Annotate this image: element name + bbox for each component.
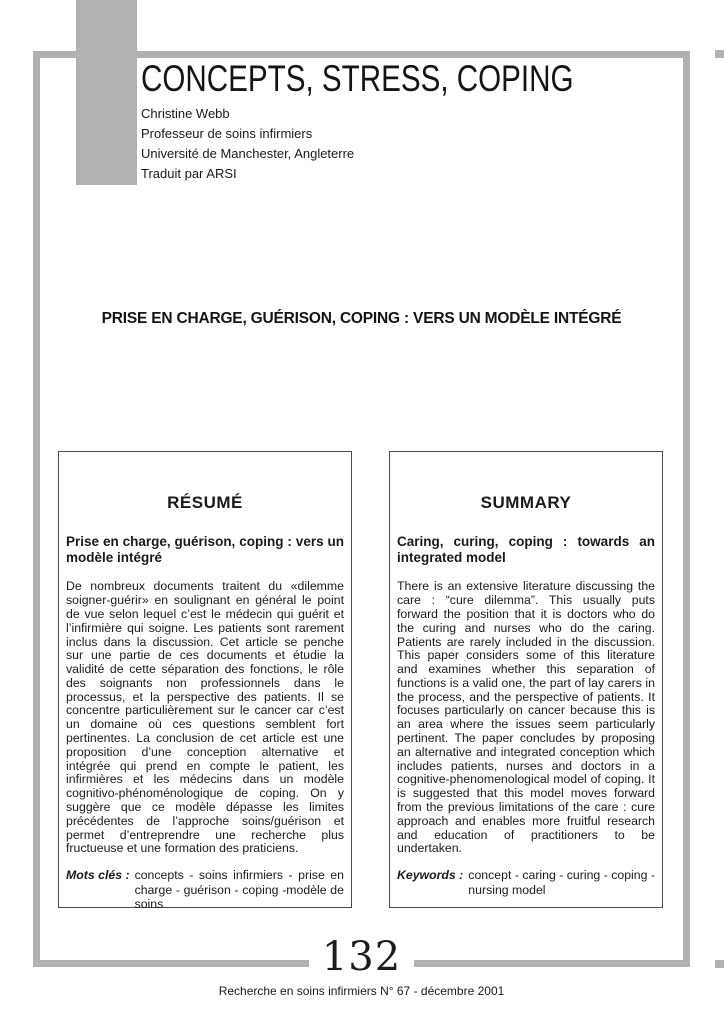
summary-subtitle: Caring, curing, coping : towards an integrated model bbox=[397, 534, 655, 565]
resume-keywords-label: Mots clés : bbox=[66, 868, 130, 883]
page-number-row bbox=[33, 936, 690, 978]
resume-heading: RÉSUMÉ bbox=[167, 493, 243, 512]
title-accent-block bbox=[76, 0, 137, 185]
summary-keywords bbox=[397, 868, 655, 897]
summary-keywords-label: Keywords : bbox=[397, 868, 464, 883]
resume-box bbox=[58, 451, 352, 912]
article-title: CONCEPTS, STRESS, COPING bbox=[141, 58, 574, 99]
author-block bbox=[141, 104, 611, 184]
journal-footer: Recherche en soins infirmiers N° 67 - décembre 2001 bbox=[218, 984, 505, 998]
summary-heading: SUMMARY bbox=[480, 493, 572, 512]
frame-line-left bbox=[33, 51, 40, 967]
author-name: Christine Webb bbox=[141, 106, 230, 121]
summary-keywords-list: concept - caring - curing - coping - nursing model bbox=[468, 868, 655, 897]
resume-body: De nombreux documents traitent du «dilemme soigner-guérir» en soulignant en général le point de vue selon lequel c’est le médecin qui guérit et l’infirmière qui soigne. Les patients sont rarement inclus dans la discussion. Cet article se penche sur une partie de ces documents et étudie la validité de cette séparation des fonctions, le rôle des soignants non professionnels dans le processus, et la perspective des patients. Il se concentre particulièrement sur le cancer car c’est un domaine où ces questions semblent fort pertinentes. La conclusion de cet article est une proposition d’une conception alternative et intégrée qui prend en compte le patient, les infirmières et les médecins dans un modèle cognitivo-phénoménologique de coping. On y suggère que ce modèle dépasse les limites précédentes de l’approche soins/guérison et permet d’entreprendre une recherche plus fructueuse et une formation des praticiens. bbox=[66, 579, 344, 856]
summary-box bbox=[389, 451, 663, 908]
resume-keywords bbox=[66, 868, 344, 912]
author-affiliation: Université de Manchester, Angleterre bbox=[141, 146, 355, 161]
translation-credit: Traduit par ARSI bbox=[141, 166, 237, 181]
print-mark-top-right bbox=[715, 50, 724, 58]
article-header bbox=[141, 58, 611, 184]
summary-body: There is an extensive literature discussing the care : “cure dilemma”. This usually puts forward the position that it is doctors who do the curing and nurses who do the caring. Patients are rarely included in the discussion. This paper considers some of this literature and examines whether this separation of functions is a valid one, the part of lay carers in the process, and the perspective of patients. It focuses particularly on cancer because this is an area where the issues seem particularly pertinent. The paper concludes by proposing an alternative and integrated conception which includes patients, nurses and doctors in a cognitive-phenomenological model of coping. It is suggested that this model moves forward from the previous limitations of the care : cure approach and enables more fruitful research and education of practitioners to be undertaken. bbox=[397, 579, 655, 856]
author-role: Professeur de soins infirmiers bbox=[141, 126, 313, 141]
frame-line-top bbox=[33, 51, 690, 58]
french-article-title: PRISE EN CHARGE, GUÉRISON, COPING : VERS UN MODÈLE INTÉGRÉ bbox=[101, 310, 622, 327]
resume-keywords-list: concepts - soins infirmiers - prise en charge - guérison - coping -modèle de soins bbox=[134, 868, 344, 912]
page-number: 132 bbox=[309, 936, 414, 978]
resume-subtitle: Prise en charge, guérison, coping : vers un modèle intégré bbox=[66, 534, 344, 565]
print-mark-bottom-right bbox=[715, 960, 724, 968]
frame-line-right bbox=[683, 51, 690, 967]
